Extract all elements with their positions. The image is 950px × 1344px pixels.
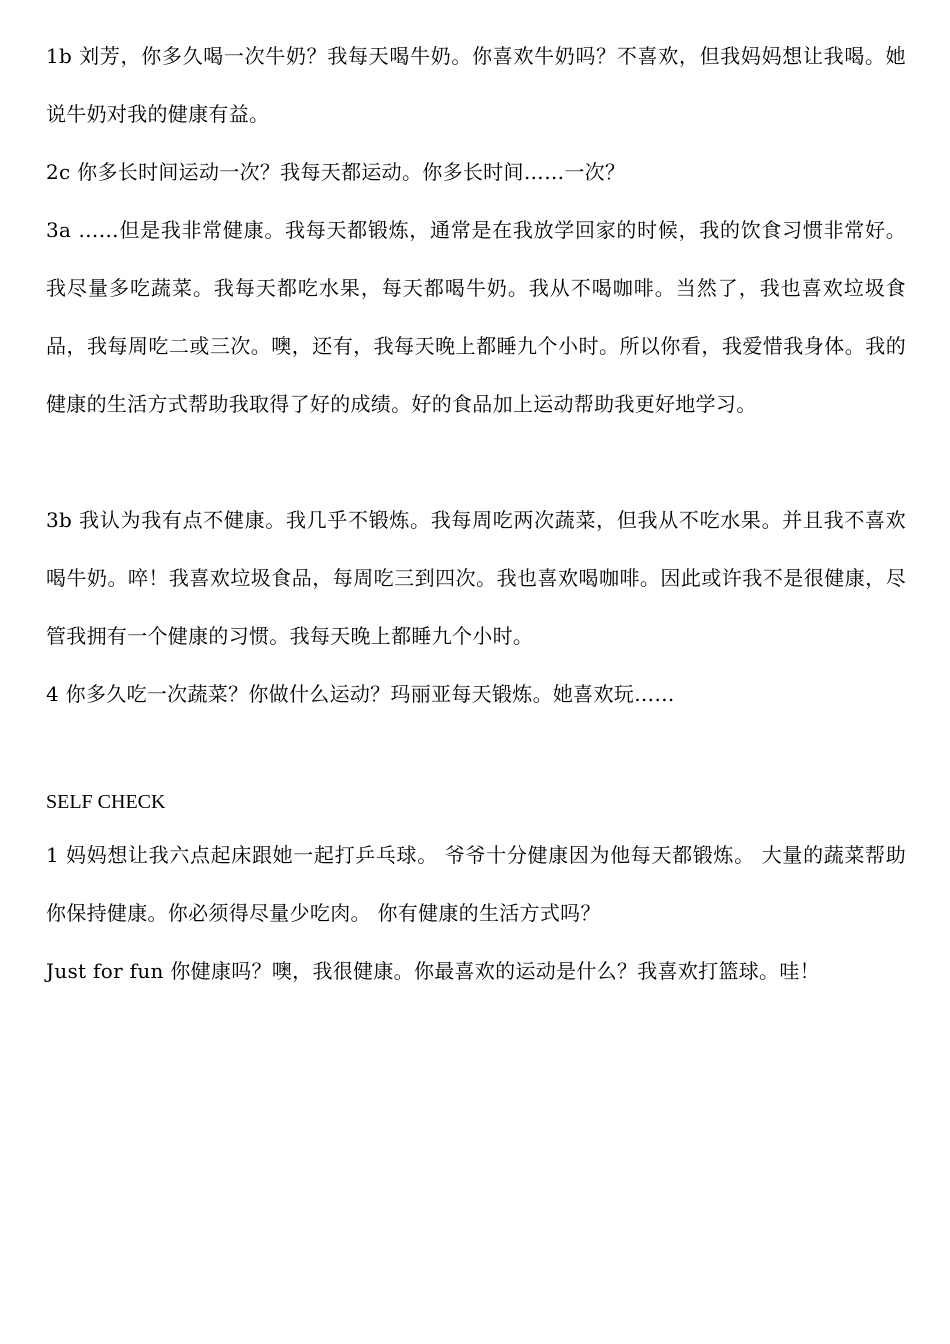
paragraph-1b: 1b 刘芳，你多久喝一次牛奶？我每天喝牛奶。你喜欢牛奶吗？不喜欢，但我妈妈想让我喝。她说牛奶对我的健康有益。 — [46, 44, 906, 126]
self-check-heading: SELF CHECK — [46, 791, 166, 813]
self-check-item-1: 1 妈妈想让我六点起床跟她一起打乒乓球。 爷爷十分健康因为他每天都锻炼。 大量的蔬菜帮助你保持健康。你必须得尽量少吃肉。 你有健康的生活方式吗？ — [46, 843, 906, 925]
paragraph-4: 4 你多久吃一次蔬菜？你做什么运动？玛丽亚每天锻炼。她喜欢玩…… — [46, 682, 675, 706]
paragraph-3a: 3a ……但是我非常健康。我每天都锻炼，通常是在我放学回家的时候，我的饮食习惯非常好。我尽量多吃蔬菜。我每天都吃水果，每天都喝牛奶。我从不喝咖啡。当然了，我也喜欢垃圾食品，我每周吃二或三次。噢，还有，我每天晚上都睡九个小时。所以你看，我爱惜我身体。我的健康的生活方式帮助我取得了好的成绩。好的食品加上运动帮助我更好地学习。 — [46, 218, 906, 416]
just-for-fun-paragraph: Just for fun 你健康吗？噢，我很健康。你最喜欢的运动是什么？我喜欢打篮球。哇！ — [46, 959, 820, 983]
paragraph-3b: 3b 我认为我有点不健康。我几乎不锻炼。我每周吃两次蔬菜，但我从不吃水果。并且我不喜欢喝牛奶。啐！我喜欢垃圾食品，每周吃三到四次。我也喜欢喝咖啡。因此或许我不是很健康，尽管我拥有一个健康的习惯。我每天晚上都睡九个小时。 — [46, 508, 906, 648]
paragraph-2c: 2c 你多长时间运动一次？我每天都运动。你多长时间……一次？ — [46, 160, 626, 184]
